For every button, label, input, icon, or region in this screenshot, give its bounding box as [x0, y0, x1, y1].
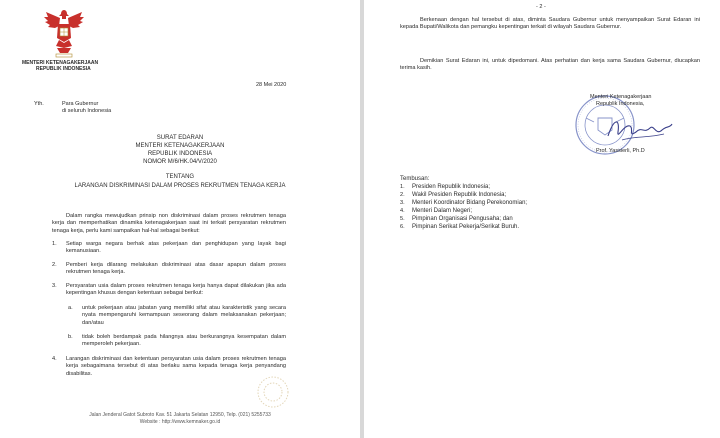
- cc-number: 3.: [400, 200, 405, 206]
- item-number: 3.: [52, 283, 57, 289]
- item-text: Pemberi kerja dilarang melakukan diskriminasi atas dasar apapun dalam proses rekrutmen tenaga kerja.: [66, 262, 286, 276]
- cc-item: Menteri Koordinator Bidang Perekonomian;: [412, 200, 528, 206]
- closing-paragraph-2: Demikian Surat Edaran ini, untuk dipedomani. Atas perhatian dan kerja sama Saudara Gubernur, diucapkan terima kasih.: [400, 58, 700, 72]
- cc-item: Pimpinan Organisasi Pengusaha; dan: [412, 216, 513, 222]
- item-number: 4.: [52, 356, 57, 362]
- item-text: Persyaratan usia dalam proses rekrutmen tenaga kerja hanya dapat dilakukan jika ada kepentingan khusus dengan ketentuan sebagai berikut:: [66, 283, 286, 297]
- title-country: REPUBLIK INDONESIA: [147, 151, 213, 157]
- item-number: 2.: [52, 262, 57, 268]
- cc-item: Menteri Dalam Negeri;: [412, 208, 473, 214]
- cc-item: Pimpinan Serikat Pekerja/Serikat Buruh.: [412, 224, 520, 230]
- signatory-name: Prof. Yassierli, Ph.D: [596, 148, 645, 154]
- cc-label: Tembusan:: [400, 176, 430, 182]
- subitem-letter: b.: [68, 334, 73, 340]
- garuda-emblem-icon: [42, 8, 86, 58]
- cc-item: Wakil Presiden Republik Indonesia;: [412, 192, 507, 198]
- watermark-ornament-icon: [256, 372, 290, 412]
- document-number: NOMOR M/6/HK.04/V/2020: [143, 159, 217, 165]
- signature-icon: [604, 110, 674, 150]
- ministry-name: MENTERI KETENAGAKERJAAN: [22, 60, 99, 66]
- cc-number: 5.: [400, 216, 405, 222]
- subitem-text: tidak boleh berdampak pada hilangnya atau berkurangnya kesempatan dalam memperoleh pekerjaan.: [82, 334, 286, 348]
- page-number: - 2 -: [536, 4, 546, 10]
- intro-paragraph: Dalam rangka mewujudkan prinsip non diskriminasi dalam proses rekrutmen tenaga kerja dan memperhatikan dinamika ketenagakerjaan saat ini terkait persyaratan rekrutmen tenaga kerja, perlu kami sampaikan hal-hal sebagai berikut:: [52, 213, 286, 234]
- document-subject: LARANGAN DISKRIMINASI DALAM PROSES REKRUTMEN TENAGA KERJA: [74, 183, 286, 189]
- letter-date: 28 Mei 2020: [256, 82, 287, 88]
- recipient-line1: Para Gubernur: [62, 101, 99, 107]
- cc-number: 6.: [400, 224, 405, 230]
- recipient-label: Yth.: [34, 101, 44, 107]
- closing-paragraph-1: Berkenaan dengan hal tersebut di atas, diminta Saudara Gubernur untuk menyampaikan Surat Edaran ini kepada Bupati/Walikota dan pemangku kepentingan terkait di wilayah Saudara Gubernur.: [400, 17, 700, 31]
- letter-page-2: [364, 0, 720, 438]
- footer-website: Website : http://www.kemnaker.go.id: [139, 419, 221, 425]
- subitem-letter: a.: [68, 305, 73, 311]
- cc-number: 4.: [400, 208, 405, 214]
- item-number: 1.: [52, 241, 57, 247]
- signatory-country: Republik Indonesia,: [596, 101, 645, 107]
- cc-number: 2.: [400, 192, 405, 198]
- cc-number: 1.: [400, 184, 405, 190]
- tentang-label: TENTANG: [165, 174, 195, 180]
- item-text: Larangan diskriminasi dan ketentuan persyaratan usia dalam proses rekrutmen tenaga kerja sebagaimana tersebut di atas berlaku sama kepada tenaga kerja penyandang disabilitas.: [66, 356, 286, 377]
- signatory-title: Menteri Ketenagakerjaan: [590, 94, 652, 100]
- cc-item: Presiden Republik Indonesia;: [412, 184, 491, 190]
- subitem-text: untuk pekerjaan atau jabatan yang memiliki sifat atau karakteristik yang secara nyata mempengaruhi kemampuan seseorang dalam melaksanakan pekerjaan; dan/atau: [82, 305, 286, 326]
- item-text: Setiap warga negara berhak atas pekerjaan dan penghidupan yang layak bagi kemanusiaan.: [66, 241, 286, 255]
- title-ministry: MENTERI KETENAGAKERJAAN: [135, 143, 225, 149]
- footer-address: Jalan Jenderal Gatot Subroto Kav. 51 Jakarta Selatan 12950, Telp. (021) 5255733: [89, 412, 271, 418]
- document-type: SURAT EDARAN: [156, 135, 204, 141]
- recipient-line2: di seluruh Indonesia: [62, 108, 112, 114]
- ministry-country: REPUBLIK INDONESIA: [36, 66, 91, 72]
